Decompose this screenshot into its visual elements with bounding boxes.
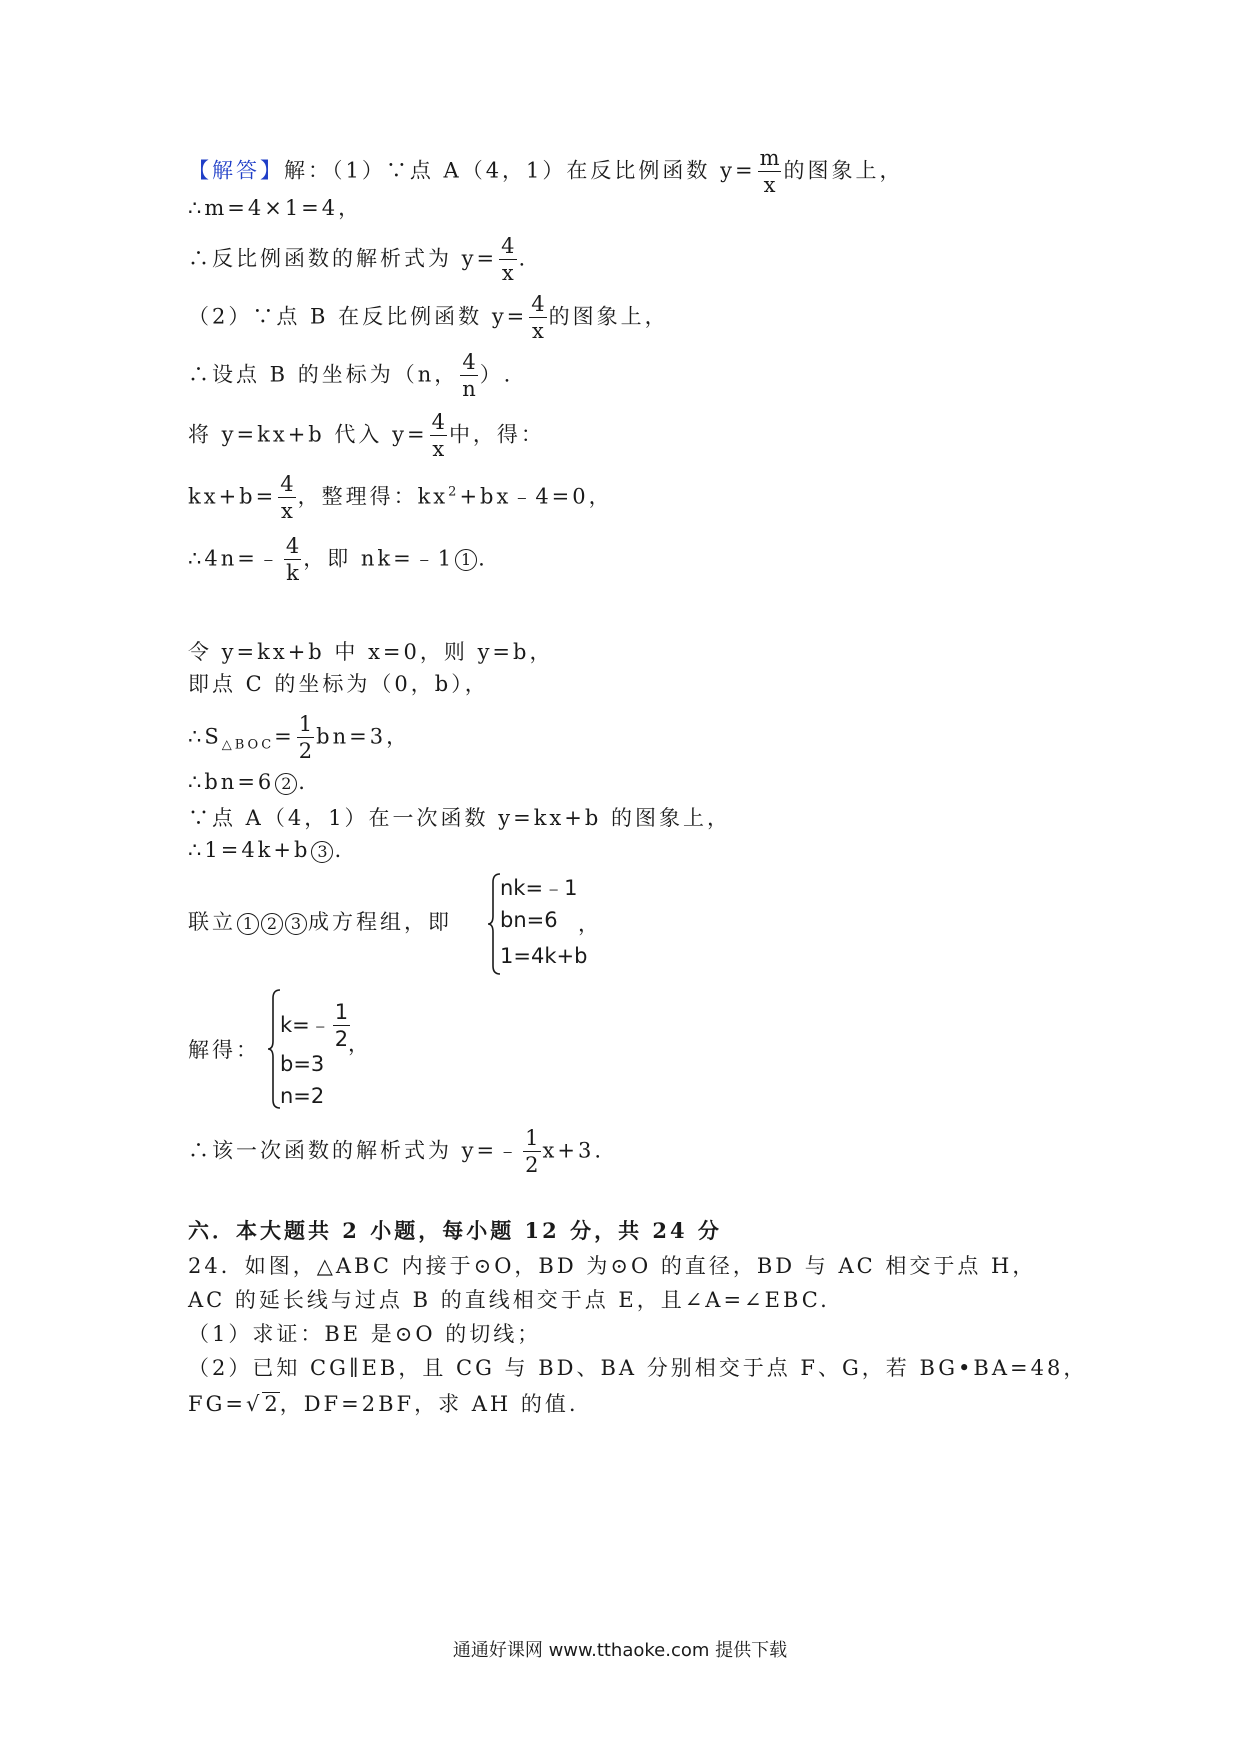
solution-line-9: 令 y=kx+b 中 x=0，则 y=b， [188, 640, 554, 664]
sqrt-radicand: 2 [264, 1392, 278, 1416]
fraction [297, 714, 314, 762]
solution-line-8 [188, 536, 488, 584]
text-seg: ∴4n=﹣ [188, 546, 282, 571]
text-seg: . [478, 546, 488, 571]
solution-line-2: ∴m=4×1=4， [188, 196, 363, 220]
text-seg: ∴S [188, 724, 222, 749]
question-24-line-1: 24．如图，△ABC 内接于⊙O，BD 为⊙O 的直径，BD 与 AC 相交于点 H， [188, 1254, 1037, 1278]
text-seg: ，即 nk=﹣1 [303, 546, 455, 571]
numerator: 4 [431, 410, 445, 434]
solution-line-13: ∵点 A（4，1）在一次函数 y=kx+b 的图象上， [188, 806, 731, 830]
text-seg: （2）∵点 B 在反比例函数 y= [188, 304, 528, 329]
denominator: 2 [525, 1153, 539, 1177]
section-heading: 六．本大题共 2 小题，每小题 12 分，共 24 分 [188, 1218, 722, 1243]
solution-line-10: 即点 C 的坐标为（0，b）， [188, 672, 489, 696]
text-seg: ∴该一次函数的解析式为 y=﹣ [188, 1138, 522, 1163]
system-comma: ， [578, 912, 599, 936]
solution-line-15 [188, 912, 452, 935]
solution-line-17 [188, 1128, 604, 1176]
numerator: 1 [525, 1126, 539, 1150]
text-seg: ∴设点 B 的坐标为（n， [188, 362, 459, 387]
text-seg: ∴反比例函数的解析式为 y= [188, 246, 498, 271]
sqrt-icon: √ [245, 1392, 263, 1416]
text-seg: +bx﹣4=0， [459, 484, 613, 509]
numerator: 1 [298, 712, 313, 736]
solution-line-6 [188, 412, 545, 460]
text-seg: ）. [479, 362, 514, 387]
answer-tag: 【解答】 [188, 158, 284, 183]
text-seg: k=﹣ [280, 1013, 331, 1037]
numerator: 4 [462, 350, 476, 374]
text-seg: x+3. [542, 1138, 604, 1163]
equation-system-2 [266, 988, 376, 1110]
text-seg: ∴1=4k+b [188, 838, 311, 862]
question-24-line-4: （2）已知 CG∥EB，且 CG 与 BD、BA 分别相交于点 F、G，若 BG•BA=48， [188, 1356, 1088, 1380]
text-seg: bn=3， [316, 724, 411, 749]
solution-line-14 [188, 840, 344, 863]
text-seg: FG= [188, 1392, 246, 1416]
system-comma: ， [348, 1032, 369, 1056]
numerator: m [759, 146, 780, 170]
page-footer: 通通好课网 www.tthaoke.com 提供下载 [452, 1640, 788, 1661]
text-seg: 联立 [188, 910, 236, 934]
text-seg: . [298, 770, 308, 794]
circled-number-3: 3 [285, 913, 307, 935]
solution-line-12 [188, 772, 308, 795]
text-seg: ，DF=2BF，求 AH 的值. [279, 1392, 579, 1416]
equation-system-1 [486, 872, 606, 976]
text-seg: . [518, 246, 529, 271]
text-seg: 的图象上， [548, 304, 669, 329]
solution-line-4 [188, 294, 669, 342]
denominator: 2 [334, 1027, 349, 1051]
system-equation-1: nk=﹣1 [500, 876, 578, 900]
system-equation-k [280, 1002, 352, 1050]
solution-line-7 [188, 474, 613, 522]
denominator: x [532, 319, 544, 343]
numerator: 4 [280, 472, 294, 496]
solution-line-5 [188, 352, 513, 400]
question-24-line-2: AC 的延长线与过点 B 的直线相交于点 E，且∠A=∠EBC. [188, 1288, 830, 1312]
question-24-line-3: （1）求证：BE 是⊙O 的切线； [188, 1322, 542, 1346]
solution-line-11 [188, 714, 410, 762]
denominator: x [432, 437, 445, 461]
subscript: △BOC [221, 737, 275, 753]
fraction [278, 474, 295, 522]
denominator: x [280, 499, 293, 523]
fraction [284, 536, 301, 584]
text-seg: 的图象上， [783, 158, 904, 183]
text-seg: ∴bn=6 [188, 770, 275, 794]
question-24-line-5 [188, 1392, 579, 1415]
text-seg: kx+b= [188, 484, 277, 509]
circled-number-3: 3 [311, 841, 333, 863]
denominator: n [462, 377, 476, 401]
circled-number-2: 2 [275, 773, 297, 795]
text-seg: 将 y=kx+b 代入 y= [188, 422, 428, 447]
denominator: x [501, 261, 514, 285]
solution-line-16: 解得： [188, 1038, 260, 1062]
numerator: 1 [334, 1000, 349, 1024]
numerator: 4 [285, 534, 300, 558]
superscript: 2 [448, 484, 460, 500]
circled-number-1: 1 [237, 913, 259, 935]
denominator: 2 [298, 739, 313, 763]
fraction [430, 412, 447, 460]
fraction [758, 148, 782, 196]
denominator: x [763, 173, 776, 197]
text-seg: 解：（1）∵点 A（4，1）在反比例函数 y= [284, 158, 756, 183]
text-seg: = [274, 724, 295, 749]
text-seg: 成方程组，即 [308, 910, 452, 934]
system-equation-3: 1=4k+b [500, 944, 588, 968]
system-equation-2: bn=6 [500, 908, 558, 932]
fraction [499, 236, 516, 284]
text-seg: . [334, 838, 345, 862]
fraction [523, 1128, 540, 1176]
circled-number-1: 1 [455, 549, 477, 571]
system-equation-n: n=2 [280, 1084, 325, 1108]
circled-number-2: 2 [261, 913, 283, 935]
system-equation-b: b=3 [280, 1052, 325, 1076]
text-seg: ，整理得：kx [297, 484, 449, 509]
solution-line-3 [188, 236, 528, 284]
numerator: 4 [531, 292, 545, 316]
numerator: 4 [501, 234, 515, 258]
fraction [529, 294, 546, 342]
denominator: k [286, 561, 299, 585]
fraction [460, 352, 477, 400]
text-seg: 中，得： [448, 422, 545, 447]
solution-line-1 [188, 148, 903, 196]
